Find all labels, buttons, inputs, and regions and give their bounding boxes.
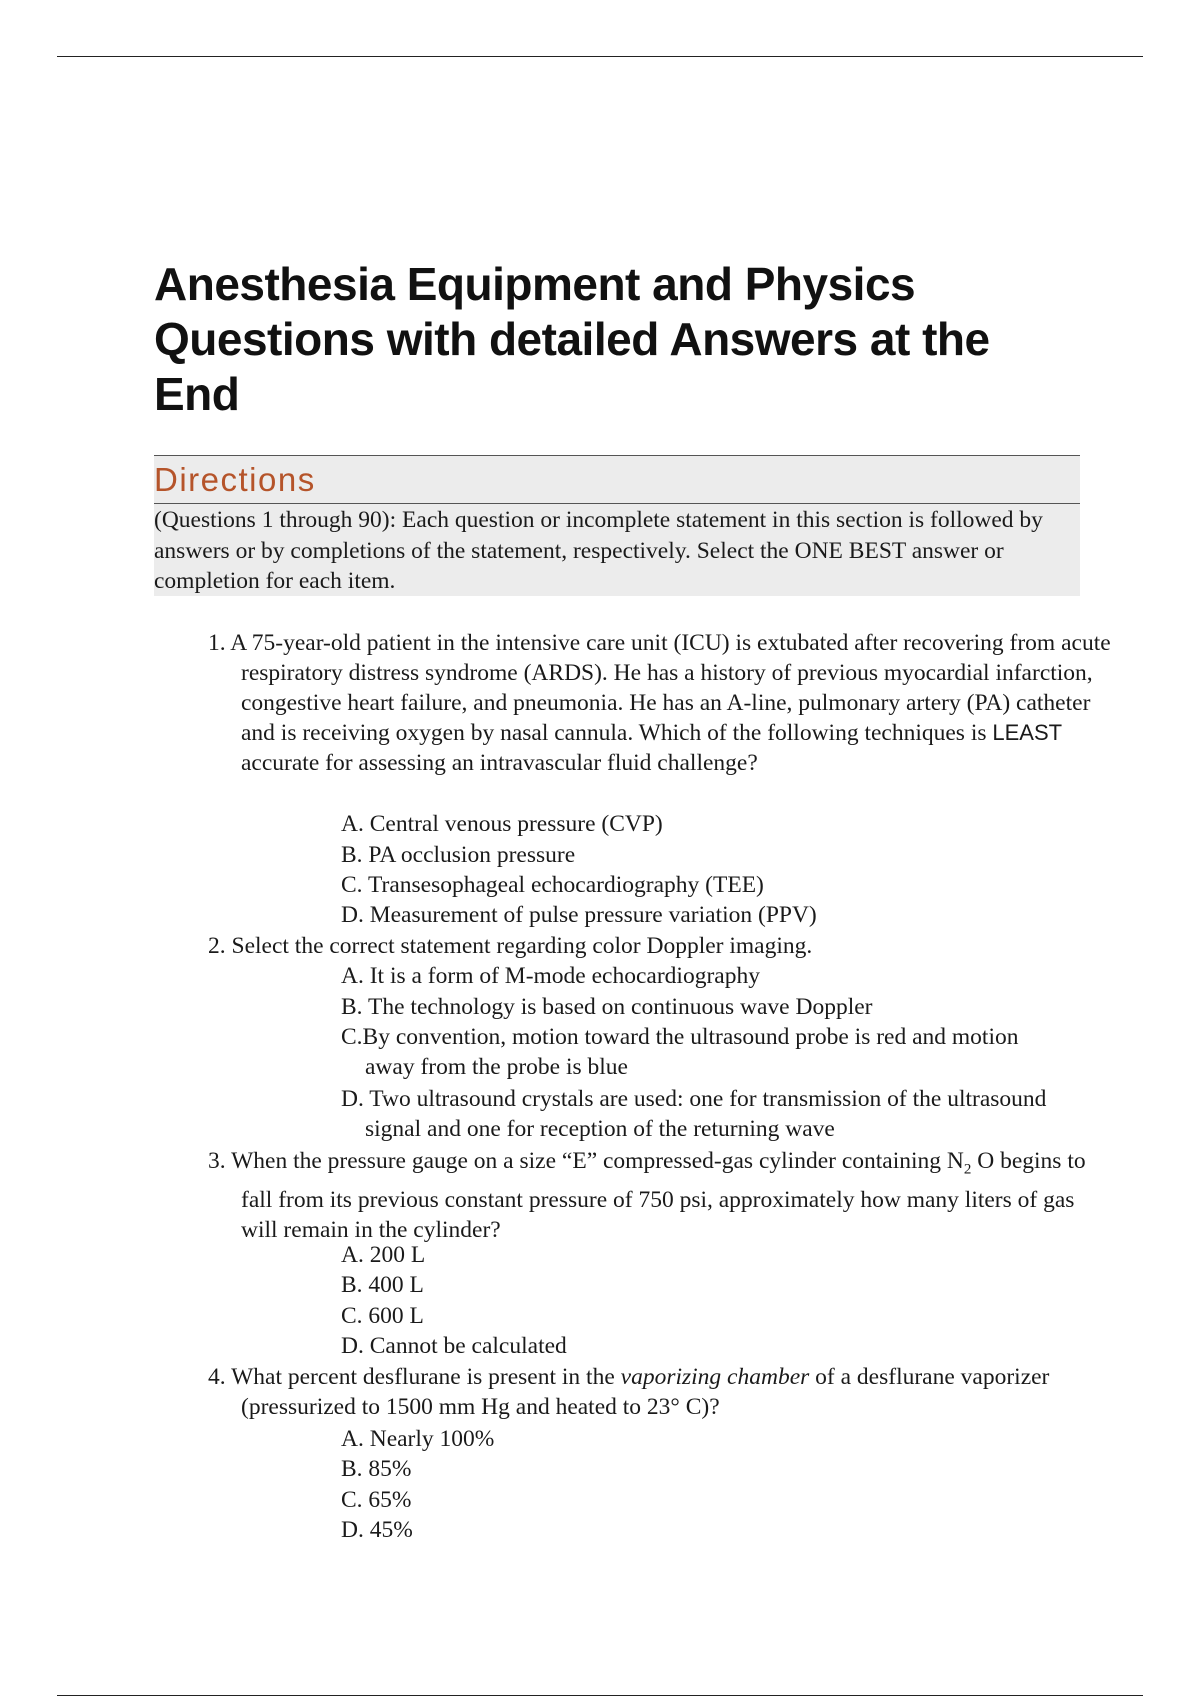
top-rule bbox=[57, 56, 1143, 57]
document-title: Anesthesia Equipment and Physics Questions with detailed Answers at the End bbox=[154, 258, 990, 420]
question-4-option-d: D. 45% bbox=[341, 1517, 413, 1543]
question-4-option-b: B. 85% bbox=[341, 1456, 412, 1482]
directions-text: (Questions 1 through 90): Each question or incomplete statement in this section is followed by answers or by completions of the statement, respectively. Select the ONE BEST answer or completion for each item. bbox=[154, 507, 1043, 594]
emphasis-least: LEAST bbox=[992, 720, 1063, 745]
question-3-option-c: C. 600 L bbox=[341, 1303, 424, 1329]
question-4-option-a: A. Nearly 100% bbox=[341, 1426, 495, 1452]
question-4-stem: 4. What percent desflurane is present in the vaporizing chamber of a desflurane vaporizer (pressurized to 1500 mm Hg and heated to 23° C)? bbox=[208, 1364, 1050, 1420]
question-2-option-d: D. Two ultrasound crystals are used: one for transmission of the ultrasound signal and one for reception of the returning wave bbox=[341, 1086, 1047, 1142]
question-2-option-b: B. The technology is based on continuous wave Doppler bbox=[341, 994, 873, 1020]
question-4-option-c: C. 65% bbox=[341, 1487, 412, 1513]
italic-vaporizing-chamber: vaporizing chamber bbox=[620, 1364, 810, 1390]
question-1-option-a: A. Central venous pressure (CVP) bbox=[341, 811, 663, 837]
question-3-option-d: D. Cannot be calculated bbox=[341, 1333, 567, 1359]
question-2-option-c: C.By convention, motion toward the ultrasound probe is red and motion away from the probe is blue bbox=[341, 1024, 1019, 1080]
question-1-stem: 1. A 75-year-old patient in the intensive care unit (ICU) is extubated after recovering from acute respiratory distress syndrome (ARDS). He has a history of previous myocardial infarction, congestive heart failure, and pneumonia. He has an A-line, pulmonary artery (PA) catheter and is receiving oxygen by nasal cannula. Which of the following techniques is LEAST accurate for assessing an intravascular fluid challenge? bbox=[208, 630, 1111, 776]
question-2-option-a: A. It is a form of M-mode echocardiography bbox=[341, 963, 760, 989]
directions-heading: Directions bbox=[154, 456, 1080, 504]
question-2-stem: 2. Select the correct statement regarding color Doppler imaging. bbox=[208, 933, 813, 959]
question-1-option-c: C. Transesophageal echocardiography (TEE) bbox=[341, 872, 764, 898]
bottom-rule bbox=[57, 1695, 1143, 1696]
question-3-stem: 3. When the pressure gauge on a size “E” compressed-gas cylinder containing $N_2$ O begins to fall from its previous constant pressure of 750 psi, approximately how many liters of gas will remain in the cylinder? bbox=[208, 1148, 1086, 1243]
question-1-option-d: D. Measurement of pulse pressure variation (PPV) bbox=[341, 902, 817, 928]
question-3-option-b: B. 400 L bbox=[341, 1272, 424, 1298]
directions-box bbox=[154, 455, 1080, 596]
question-1-option-b: B. PA occlusion pressure bbox=[341, 842, 576, 868]
question-3-option-a: A. 200 L bbox=[341, 1242, 426, 1268]
